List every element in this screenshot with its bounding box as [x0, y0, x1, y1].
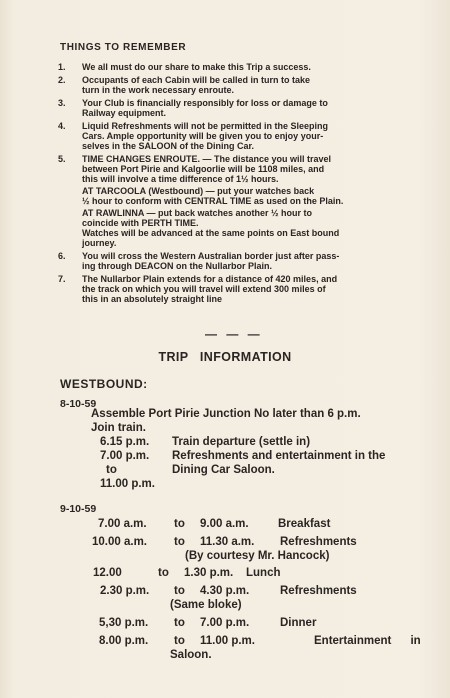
schedule-description: Entertainment in — [314, 635, 421, 647]
schedule-description: Dining Car Saloon. — [172, 464, 275, 476]
item-line: Occupants of each Cabin will be called in turn to take — [82, 75, 311, 85]
item-line: ½ hour to conform with CENTRAL TIME as used on the Plain. — [82, 196, 344, 206]
item-number: 7. — [58, 274, 66, 284]
item-number: 1. — [58, 62, 66, 72]
item-line: the track on which you will travel will extend 300 miles of — [82, 284, 326, 294]
reminder-item — [58, 62, 430, 72]
schedule-time: 10.00 a.m. — [92, 536, 147, 548]
item-line: We all must do our share to make this Trip a success. — [82, 62, 311, 72]
item-line: TIME CHANGES ENROUTE. — The distance you will travel — [82, 154, 332, 164]
item-line: AT RAWLINNA — put back watches another ½ hour to — [82, 208, 313, 218]
schedule-row — [0, 649, 450, 663]
item-line: turn in the work necessary enroute. — [82, 85, 235, 95]
schedule-time: 8.00 p.m. — [99, 635, 149, 647]
item-line: coincide with PERTH TIME. — [82, 218, 199, 228]
item-line: ing through DEACON on the Nullarbor Plain. — [82, 261, 272, 271]
schedule-note: Saloon. — [170, 649, 212, 661]
schedule-to: to — [174, 518, 185, 530]
schedule-row — [0, 567, 450, 581]
rawlinna-note — [82, 208, 430, 248]
section-divider: — — — — [205, 327, 263, 341]
item-line: Cars. Ample opportunity will be given you to enjoy your- — [82, 131, 324, 141]
things-to-remember-heading: THINGS TO REMEMBER — [60, 42, 187, 53]
schedule-description: Lunch — [246, 567, 281, 579]
schedule-description: Dinner — [280, 617, 317, 629]
day2-date: 9-10-59 — [60, 503, 97, 515]
schedule-end-time: 4.30 p.m. — [200, 585, 250, 597]
tarcoola-note — [82, 186, 430, 206]
schedule-note: (By courtesy Mr. Hancock) — [185, 550, 330, 562]
item-line: this will involve a time difference of 1½ hours. — [82, 174, 279, 184]
schedule-time: 7.00 a.m. — [98, 518, 147, 530]
westbound-heading: WESTBOUND: — [60, 377, 148, 391]
schedule-description: Train departure (settle in) — [172, 436, 311, 448]
schedule-row — [0, 599, 450, 613]
schedule-description: Refreshments — [280, 536, 357, 548]
schedule-time: 7.00 p.m. — [100, 450, 150, 462]
schedule-row — [0, 436, 450, 450]
item-line: this in an absolutely straight line — [82, 294, 223, 304]
reminder-item — [58, 274, 430, 304]
schedule-row — [0, 617, 450, 631]
item-line: between Port Pirie and Kalgoorlie will be 1108 miles, and — [82, 164, 325, 174]
item-number: 3. — [58, 98, 66, 108]
schedule-row — [0, 550, 450, 564]
item-line: You will cross the Western Australian border just after pass- — [82, 251, 340, 261]
schedule-to: to — [158, 567, 169, 579]
reminder-list — [58, 62, 430, 307]
schedule-time: 2.30 p.m. — [100, 585, 150, 597]
reminder-item — [58, 121, 430, 151]
schedule-description: Breakfast — [278, 518, 331, 530]
item-line: The Nullarbor Plain extends for a distance of 420 miles, and — [82, 274, 338, 284]
schedule-to: to — [174, 585, 185, 597]
day1-date: 8-10-59 — [60, 398, 97, 410]
schedule-to: to — [174, 617, 185, 629]
item-line: journey. — [82, 238, 117, 248]
item-line: Watches will be advanced at the same points on East bound — [82, 228, 340, 238]
schedule-end-time: 9.00 a.m. — [200, 518, 249, 530]
reminder-item — [58, 251, 430, 271]
schedule-end-time: 1.30 p.m. — [184, 567, 234, 579]
schedule-row — [0, 536, 450, 550]
schedule-end-time: 11.30 a.m. — [200, 536, 255, 548]
schedule-row — [0, 518, 450, 532]
schedule-row — [0, 450, 450, 464]
schedule-time: 6.15 p.m. — [100, 436, 150, 448]
schedule-time: 5,30 p.m. — [99, 617, 149, 629]
item-number: 4. — [58, 121, 66, 131]
schedule-row — [0, 635, 450, 649]
schedule-to: to — [174, 635, 185, 647]
item-line: Your Club is financially responsibly for loss or damage to — [82, 98, 328, 108]
item-line: Railway equipment. — [82, 108, 167, 118]
item-line: AT TARCOOLA (Westbound) — put your watches back — [82, 186, 315, 196]
schedule-time: to — [106, 464, 117, 476]
item-line: Liquid Refreshments will not be permitted in the Sleeping — [82, 121, 329, 131]
schedule-row — [0, 585, 450, 599]
reminder-item — [58, 98, 430, 118]
schedule-time: 12.00 — [93, 567, 122, 579]
trip-information-heading: TRIP INFORMATION — [158, 350, 292, 364]
assemble-line: Assemble Port Pirie Junction No later than 6 p.m. — [91, 408, 361, 420]
item-number: 6. — [58, 251, 66, 261]
schedule-row — [0, 478, 450, 492]
schedule-to: to — [174, 536, 185, 548]
schedule-row — [0, 464, 450, 478]
schedule-note: (Same bloke) — [170, 599, 242, 611]
day1-schedule — [0, 436, 450, 492]
schedule-description: Refreshments and entertainment in the — [172, 450, 386, 462]
schedule-description: Refreshments — [280, 585, 357, 597]
assemble-line: Join train. — [91, 422, 146, 434]
item-number: 5. — [58, 154, 66, 164]
reminder-item — [58, 154, 430, 248]
reminder-item — [58, 75, 430, 95]
item-line: selves in the SALOON of the Dining Car. — [82, 141, 255, 151]
schedule-end-time: 11.00 p.m. — [200, 635, 255, 647]
item-number: 2. — [58, 75, 66, 85]
assemble-note — [91, 407, 436, 435]
schedule-time: 11.00 p.m. — [100, 478, 155, 490]
day2-schedule — [0, 518, 450, 663]
schedule-end-time: 7.00 p.m. — [200, 617, 250, 629]
